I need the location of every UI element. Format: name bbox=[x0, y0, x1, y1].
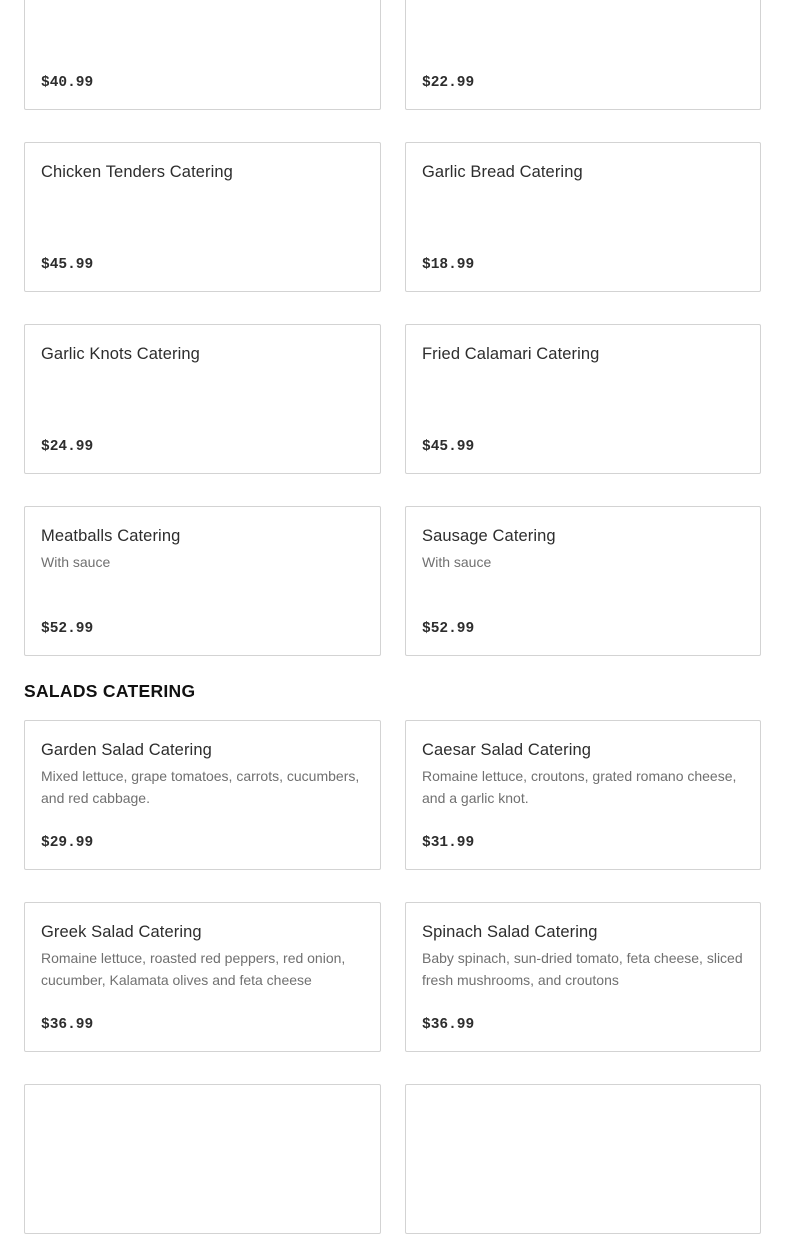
item-name: Fried Calamari Catering bbox=[422, 345, 600, 363]
menu-item-card-caesar-salad[interactable] bbox=[405, 720, 761, 870]
menu-item-card-greek-salad[interactable] bbox=[24, 902, 381, 1052]
menu-item-card-chicken-tenders[interactable] bbox=[24, 142, 381, 292]
section-heading-salads: SALADS CATERING bbox=[24, 681, 196, 701]
menu-item-card-garlic-knots[interactable] bbox=[24, 324, 381, 474]
menu-item-card[interactable] bbox=[405, 1084, 761, 1234]
item-name: Caesar Salad Catering bbox=[422, 741, 592, 759]
item-name: Garden Salad Catering bbox=[41, 741, 212, 759]
item-name: Garlic Bread Catering bbox=[422, 163, 583, 181]
item-price: $45.99 bbox=[41, 257, 94, 273]
menu-item-card-fried-calamari[interactable] bbox=[405, 324, 761, 474]
menu-item-card[interactable] bbox=[405, 0, 761, 110]
item-name: Meatballs Catering bbox=[41, 527, 181, 545]
item-description: Mixed lettuce, grape tomatoes, carrots, cucumbers, and red cabbage. bbox=[41, 768, 360, 806]
menu-item-card-spinach-salad[interactable] bbox=[405, 902, 761, 1052]
item-description: Baby spinach, sun-dried tomato, feta cheese, sliced fresh mushrooms, and croutons bbox=[422, 950, 743, 988]
menu-item-card-sausage[interactable] bbox=[405, 506, 761, 656]
item-price: $36.99 bbox=[41, 1017, 94, 1033]
item-name: Spinach Salad Catering bbox=[422, 923, 598, 941]
item-price: $24.99 bbox=[41, 439, 94, 455]
menu-item-card[interactable] bbox=[24, 1084, 381, 1234]
menu-item-card-garden-salad[interactable] bbox=[24, 720, 381, 870]
item-price: $22.99 bbox=[422, 75, 475, 91]
item-price: $40.99 bbox=[41, 75, 94, 91]
item-price: $18.99 bbox=[422, 257, 475, 273]
item-price: $52.99 bbox=[41, 621, 94, 637]
item-price: $29.99 bbox=[41, 835, 94, 851]
item-name: Sausage Catering bbox=[422, 527, 556, 545]
item-description: With sauce bbox=[422, 554, 492, 570]
menu-item-card-garlic-bread[interactable] bbox=[405, 142, 761, 292]
item-name: Greek Salad Catering bbox=[41, 923, 202, 941]
item-name: Garlic Knots Catering bbox=[41, 345, 200, 363]
menu-item-card[interactable] bbox=[24, 0, 381, 110]
item-description: Romaine lettuce, roasted red peppers, red onion, cucumber, Kalamata olives and feta cheese bbox=[41, 950, 346, 988]
item-price: $52.99 bbox=[422, 621, 475, 637]
item-description: Romaine lettuce, croutons, grated romano cheese, and a garlic knot. bbox=[422, 768, 737, 806]
item-price: $45.99 bbox=[422, 439, 475, 455]
menu-item-card-meatballs[interactable] bbox=[24, 506, 381, 656]
item-price: $36.99 bbox=[422, 1017, 475, 1033]
item-price: $31.99 bbox=[422, 835, 475, 851]
item-description: With sauce bbox=[41, 554, 111, 570]
item-name: Chicken Tenders Catering bbox=[41, 163, 233, 181]
